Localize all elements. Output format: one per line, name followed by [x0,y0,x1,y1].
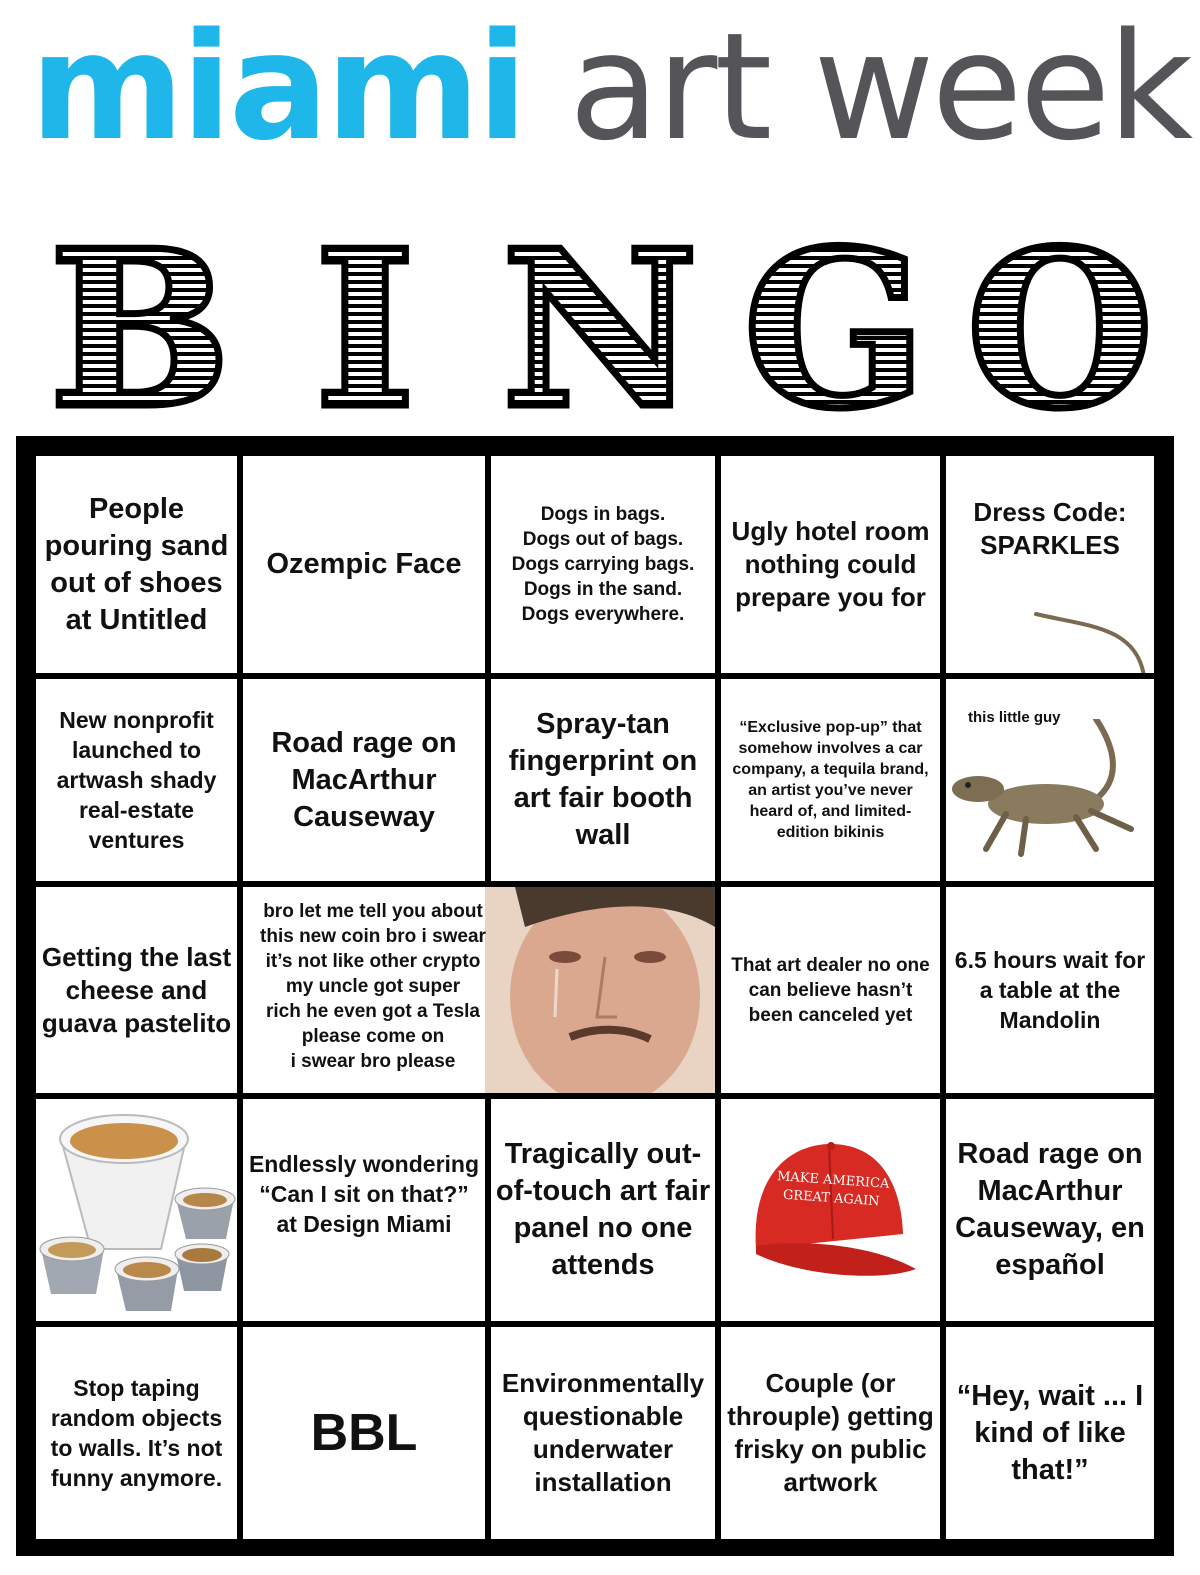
bingo-cell [243,1327,485,1539]
cell-text: Stop taping random objects to walls. It’s not funny anymore. [50,1375,223,1491]
cell-text: Dress Code: SPARKLES [973,497,1127,560]
bingo-cell [36,456,237,673]
bingo-cell [721,456,940,673]
coffee-cups-icon [36,1099,237,1321]
cell-text: That art dealer no one can believe hasn’t been canceled yet [731,954,930,1026]
bingo-cell [36,1327,237,1539]
bingo-cell [721,1327,940,1539]
bingo-cell [36,887,237,1093]
cell-text: “Hey, wait ... I kind of like that!” [956,1379,1144,1486]
bingo-cell [36,679,237,881]
bingo-cell [946,679,1154,881]
bingo-cell [491,1099,715,1321]
page-title [30,0,1191,175]
cell-text: New nonprofit launched to artwash shady real-estate ventures [56,707,217,853]
bingo-cell [243,456,485,673]
bingo-cell [721,1099,940,1321]
bingo-cell [243,679,485,881]
bingo-heading [20,200,1180,430]
bingo-cell [243,887,715,1093]
lizard-icon [946,719,1154,869]
bingo-cell [491,679,715,881]
cell-text: Ozempic Face [266,548,462,580]
cell-text: Ugly hotel room nothing could prepare you for [731,516,930,612]
cell-text: Dogs in bags. Dogs out of bags. Dogs carrying bags. Dogs in the sand. Dogs everywhere. [511,504,695,625]
title-art-week: art week [568,1,1191,173]
cell-text: People pouring sand out of shoes at Untitled [44,492,229,636]
cell-text: Road rage on MacArthur Causeway [271,726,457,833]
lizard-tail-icon [1026,606,1154,673]
bingo-cell [491,1327,715,1539]
bingo-cell [243,1099,485,1321]
bingo-cell [721,887,940,1093]
bingo-cell [946,1099,1154,1321]
title-miami: miami [30,1,525,173]
cell-text: Getting the last cheese and guava pastelito [41,941,232,1038]
cell-text: Road rage on MacArthur Causeway, en español [955,1138,1145,1281]
cell-text: Couple (or throuple) getting frisky on public artwork [727,1368,934,1497]
bingo-cell [36,1099,237,1321]
bingo-cell [946,1327,1154,1539]
cell-text: 6.5 hours wait for a table at the Mandolin [954,947,1146,1033]
cell-text: “Exclusive pop-up” that somehow involves a car company, a tequila brand, an artist you’ve never heard of, and limited-edition bikinis [732,719,929,841]
bingo-grid [36,456,1154,1539]
cell-text: BBL [310,1404,418,1462]
red-cap-icon [741,1134,921,1284]
cap-text: MAKE AMERICA [776,1169,890,1192]
cell-text: Endlessly wondering “Can I sit on that?” at Design Miami [248,1151,480,1237]
bingo-cell [491,456,715,673]
cell-text: Environmentally questionable underwater installation [501,1368,705,1497]
bingo-letter-g: G [743,203,927,430]
crying-man-photo [485,887,715,1093]
cap-text: GREAT AGAIN [782,1187,881,1210]
cell-text: this little guy [968,709,1061,726]
bingo-board [16,436,1174,1556]
cell-text: bro let me tell you about this new coin bro i swear it’s not like other crypto my uncle got super rich he even got a Tesla please come on i swear bro please [260,901,486,1072]
bingo-cell [946,456,1154,673]
bingo-letter-b: B [49,203,231,430]
bingo-letter-o: O [966,203,1154,430]
bingo-letter-i: I [314,203,416,430]
cell-text: Spray-tan fingerprint on art fair booth wall [508,708,698,851]
bingo-cell [721,679,940,881]
cell-text: Tragically out-of-touch art fair panel no one attends [495,1138,711,1281]
bingo-letter-n: N [501,203,699,430]
bingo-cell [946,887,1154,1093]
